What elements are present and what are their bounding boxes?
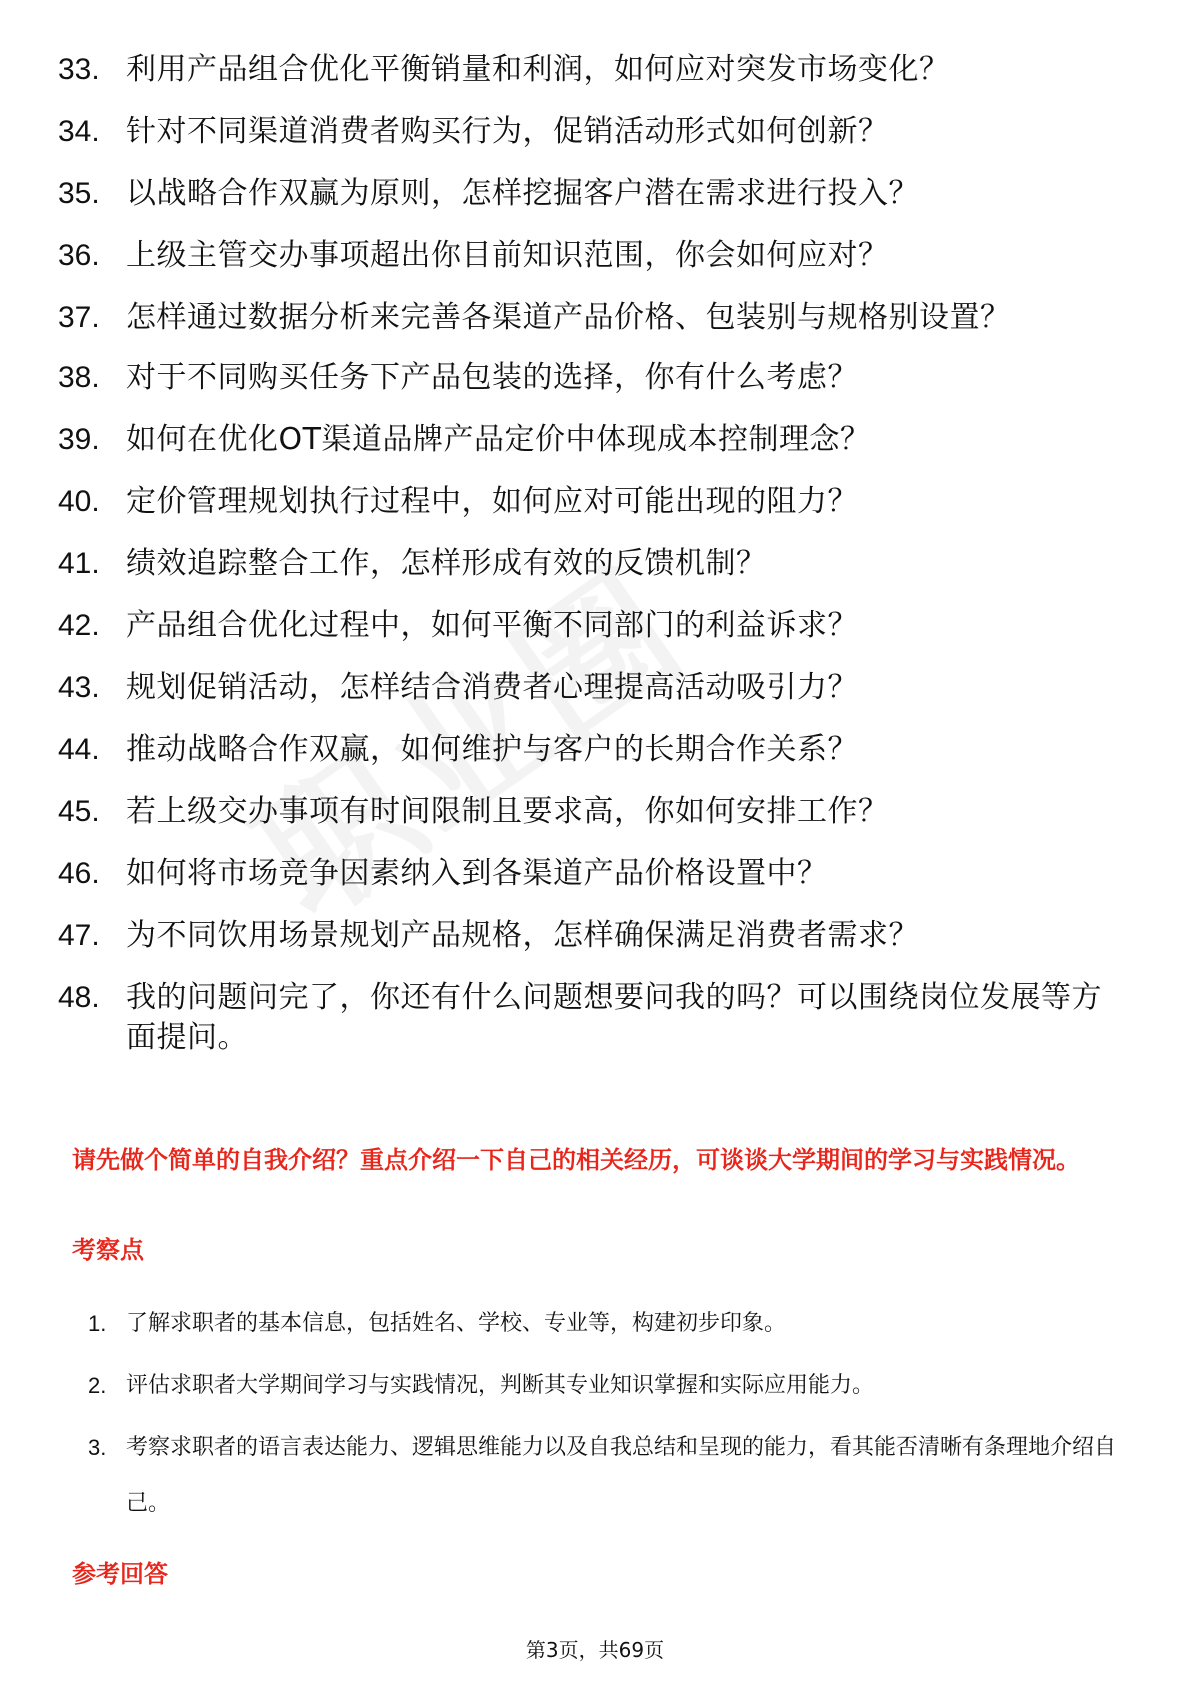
kaocha-point-list [88,1296,1128,1538]
point-number: 1. [88,1311,107,1336]
section-question-heading: 请先做个简单的自我介绍？重点介绍一下自己的相关经历，可谈谈大学期间的学习与实践情况。 [72,1146,1080,1174]
question-number: 46. [58,857,100,890]
point-number: 3. [88,1435,107,1460]
question-item [58,606,1118,646]
question-text: 如何在优化OT渠道品牌产品定价中体现成本控制理念？ [126,422,871,457]
question-number: 34. [58,115,100,148]
point-number: 2. [88,1373,107,1398]
question-text: 上级主管交办事项超出你目前知识范围，你会如何应对？ [126,238,889,273]
kaocha-point [88,1358,1128,1414]
question-item [58,978,1118,1058]
question-number: 40. [58,485,100,518]
question-number: 38. [58,361,100,394]
question-text: 规划促销活动，怎样结合消费者心理提高活动吸引力？ [126,670,858,705]
question-item [58,50,1118,90]
question-item [58,358,1118,398]
question-text: 针对不同渠道消费者购买行为，促销活动形式如何创新？ [126,114,889,149]
question-text: 定价管理规划执行过程中，如何应对可能出现的阻力？ [126,484,858,519]
question-text: 我的问题问完了，你还有什么问题想要问我的吗？可以围绕岗位发展等方面提问。 [126,980,1102,1055]
question-number: 42. [58,609,100,642]
question-text: 如何将市场竞争因素纳入到各渠道产品价格设置中？ [126,856,828,891]
question-item [58,236,1118,276]
question-text: 推动战略合作双赢，如何维护与客户的长期合作关系？ [126,732,858,767]
question-item [58,730,1118,770]
kaocha-point [88,1420,1128,1532]
question-number: 36. [58,239,100,272]
question-text: 若上级交办事项有时间限制且要求高，你如何安排工作？ [126,794,889,829]
question-item [58,916,1118,956]
question-list [58,50,1118,1078]
question-number: 35. [58,177,100,210]
question-number: 47. [58,919,100,952]
question-text: 以战略合作双赢为原则，怎样挖掘客户潜在需求进行投入？ [126,176,919,211]
question-text: 怎样通过数据分析来完善各渠道产品价格、包装别与规格别设置？ [126,300,1011,335]
question-item [58,792,1118,832]
kaocha-point [88,1296,1128,1352]
question-item [58,668,1118,708]
question-text: 对于不同购买任务下产品包装的选择，你有什么考虑？ [126,360,858,395]
question-number: 37. [58,301,100,334]
question-item [58,482,1118,522]
question-number: 44. [58,733,100,766]
question-number: 39. [58,423,100,456]
question-item [58,544,1118,584]
question-text: 利用产品组合优化平衡销量和利润，如何应对突发市场变化？ [126,52,950,87]
question-text: 为不同饮用场景规划产品规格，怎样确保满足消费者需求？ [126,918,919,953]
kaocha-label: 考察点 [72,1236,144,1264]
question-item [58,298,1118,338]
point-text: 考察求职者的语言表达能力、逻辑思维能力以及自我总结和呈现的能力，看其能否清晰有条理地介绍自己。 [126,1435,1117,1516]
question-item [58,174,1118,214]
point-text: 了解求职者的基本信息，包括姓名、学校、专业等，构建初步印象。 [126,1311,787,1336]
question-number: 33. [58,53,100,86]
question-number: 45. [58,795,100,828]
question-number: 48. [58,981,100,1014]
question-text: 绩效追踪整合工作，怎样形成有效的反馈机制？ [126,546,767,581]
question-number: 41. [58,547,100,580]
question-number: 43. [58,671,100,704]
page-footer: 第3页，共69页 [525,1638,665,1662]
question-item [58,420,1118,460]
point-text: 评估求职者大学期间学习与实践情况，判断其专业知识掌握和实际应用能力。 [126,1373,875,1398]
question-item [58,112,1118,152]
question-item [58,854,1118,894]
cankao-label: 参考回答 [72,1560,168,1588]
question-text: 产品组合优化过程中，如何平衡不同部门的利益诉求？ [126,608,858,643]
